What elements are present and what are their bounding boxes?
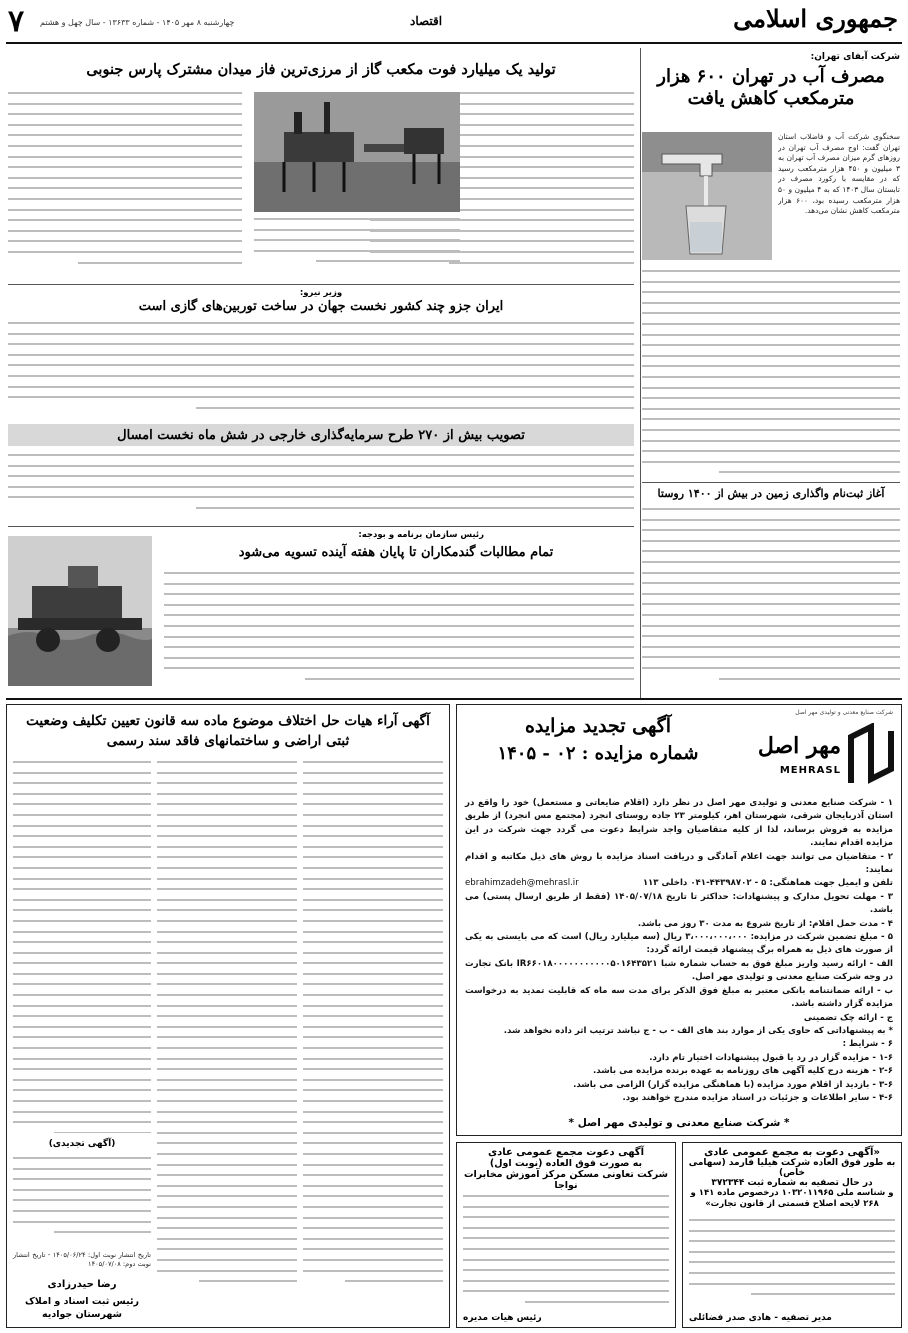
ad-meeting-right — [682, 1142, 902, 1328]
column-divider — [640, 48, 641, 698]
para-6-2: ۲-۶ - هزینه درج کلیه آگهی های روزنامه به عهده برنده مزایده می باشد. — [592, 1066, 893, 1077]
para-6-3: ۳-۶ - بازدید از اقلام مورد مزایده (با هماهنگی مزایده گزار) الزامی می باشد. — [573, 1079, 893, 1090]
para-5c: ج - ارائه چک تضمینی — [803, 1012, 893, 1023]
para-1: ۱ - شرکت صنایع معدنی و تولیدی مهر اصل در نظر دارد (اقلام ضایعاتی و مستعمل) خود را واقع در استان آذربایجان شرقی، شهرستان اهر، کیلومتر ۲۳ جاده روستای انجرد (مجتمع مس انجرد) از طریق مزایده به فروش برساند، لذا از کلیه متقاضیان واجد شرایط دعوت می گردد جهت شرکت در این مزایده اقدام نمایند. — [465, 798, 894, 849]
ad-issue-dates: تاریخ انتشار نوبت اول: ۱۴۰۵/۰۶/۲۴ - تاریخ انتشار نوبت دوم: ۱۴۰۵/۰۷/۰۸ — [13, 1251, 151, 1268]
para-5a: الف - ارائه رسید واریز مبلغ فوق به حساب شماره شبا IR۶۶۰۱۸۰۰۰۰۰۰۰۰۰۰۰۵۰۱۶۴۳۵۲۱ بانک تجارت در وجه شرکت صنایع معدنی و تولیدی مهر اصل. — [465, 958, 893, 983]
para-5: ۵ - مبلغ تضمین شرکت در مزایده: ۳،۰۰۰،۰۰۰،۰۰۰ ریال (سه میلیارد ریال) است که می بایستی به یکی از صورت های ذیل به همراه برگ پیشنهاد قیمت ارائه گردد: — [465, 932, 893, 956]
ad-meeting-left — [456, 1142, 676, 1328]
ad-signer: رئیس هیات مدیره — [463, 1313, 542, 1323]
para-6-1: ۱-۶ - مزایده گزار در رد یا قبول پیشنهادات اختیار تام دارد. — [649, 1052, 893, 1063]
ad-body-col-left-2 — [13, 1157, 151, 1245]
ad-national-id: و شناسه ملی ۱۰۳۲۰۱۱۹۶۵ درخصوص ماده ۱۴۱ و ۲۶۸ لایحه اصلاح قسمتی از قانون تجارت» — [690, 1188, 894, 1209]
ad-company: شرکت تعاونی مسکن مرکز آموزش مخابرات نواجا — [463, 1169, 669, 1191]
article-gas — [8, 48, 634, 278]
mehrasl-logo — [745, 719, 895, 793]
para-2: ۲ - متقاضیان می توانند جهت اعلام آمادگی و دریافت اسناد مزایده با روش های ذیل مکاتبه و اقدام نمایند: — [465, 851, 893, 876]
ad-body-col-right — [303, 761, 443, 1321]
contact-phone: تلفن و ایمیل جهت هماهنگی: ۵ - ۴۴۳۹۸۷۰۲-۰۴۱ داخلی ۱۱۳ — [642, 878, 893, 889]
ad-signer: مدیر تصفیه - هادی صدر فضائلی — [689, 1313, 832, 1323]
article-headline: مصرف آب در تهران ۶۰۰ هزار مترمکعب کاهش یافت — [657, 66, 885, 109]
ad-auction — [456, 704, 902, 1136]
article-headline: ایران جزو چند کشور نخست جهان در ساخت توربین‌های گازی است — [138, 299, 504, 314]
ad-title: آگهی تجدید مزایده — [524, 715, 672, 737]
article-wheat — [8, 530, 634, 692]
ad-body — [463, 1195, 669, 1305]
date-line: چهارشنبه ۸ مهر ۱۴۰۵ - شماره ۱۳۶۳۳ - سال چهل و هشتم — [40, 18, 235, 27]
logo-text-fa: مهر اصل — [757, 733, 841, 759]
ads-top-rule — [6, 698, 902, 700]
para-6-4: ۴-۶ - سایر اطلاعات و جزئیات در اسناد مزایده مندرج خواهند بود. — [622, 1092, 893, 1103]
ad-auction-body — [465, 797, 893, 1105]
ad-footer: * شرکت صنایع معدنی و تولیدی مهر اصل * — [568, 1117, 790, 1129]
ad-small-tag: شرکت صنایع معدنی و تولیدی مهر اصل — [795, 709, 893, 716]
article-kicker: رئیس سازمان برنامه و بودجه: — [358, 530, 484, 540]
article-body — [8, 454, 634, 520]
article-headline: آغاز ثبت‌نام واگذاری زمین در بیش از ۱۴۰۰ روستا — [657, 487, 885, 500]
ad-title: آگهی دعوت مجمع عمومی عادی — [487, 1147, 645, 1158]
article-turbine — [8, 288, 634, 418]
article-headline: تولید یک میلیارد فوت مکعب گاز از مرزی‌ترین فاز میدان مشترک پارس جنوبی — [86, 61, 556, 78]
article-lead: سخنگوی شرکت آب و فاضلاب استان تهران گفت: اوج مصرف آب تهران در روزهای گرم میزان مصرف آب تهران به ۳ میلیون و ۴۵۰ هزار مترمکعب رسید که در مقایسه با رکورد مصرف در تابستان سال ۱۴۰۳ که به ۴ میلیون و ۵۰ هزار مترمکعب رسیده بود، ۶۰۰ هزار مترمکعب کاهش نشان می‌دهد. — [778, 132, 900, 216]
mehrasl-logo-mark — [847, 723, 895, 789]
article-water — [642, 48, 900, 488]
divider — [8, 284, 634, 285]
article-headline: تمام مطالبات گندمکاران تا پایان هفته آینده تسویه می‌شود — [238, 545, 554, 560]
ad-body-col-middle — [157, 761, 297, 1321]
logo-text-en: MEHRASL — [779, 765, 841, 776]
article-body — [8, 322, 634, 416]
para-4: ۴ - مدت حمل اقلام: از تاریخ شروع به مدت ۳۰ روز می باشد. — [637, 918, 893, 929]
ad-headline: آگهی آراء هیات حل اختلاف موضوع ماده سه قانون تعیین تکلیف وضعیت ثبتی اراضی و ساختمانهای فاقد سند رسمی — [26, 713, 430, 749]
ad-body — [689, 1219, 895, 1307]
ad-title: «آگهی دعوت به مجمع عمومی عادی — [704, 1147, 880, 1158]
article-kicker: وزیر نیرو: — [299, 288, 343, 298]
offshore-platform-photo — [254, 92, 460, 212]
ad-signer-title: رئیس ثبت اسناد و املاک شهرستان جوادیه — [25, 1296, 139, 1320]
para-3: ۳ - مهلت تحویل مدارک و پیشنهادات: حداکثر تا تاریخ ۱۴۰۵/۰۷/۱۸ (فقط از طریق ارسال پستی) می باشد. — [465, 891, 893, 916]
banner-headline: تصویب بیش از ۲۷۰ طرح سرمایه‌گذاری خارجی در شش ماه نخست امسال — [8, 424, 634, 446]
ad-subtitle: به صورت فوق العاده (نوبت اول) — [489, 1158, 643, 1169]
para-6: ۶ - شرایط : — [842, 1039, 893, 1050]
ad-sub-notice: (آگهی تجدیدی) — [48, 1139, 116, 1149]
ad-body-col-left — [13, 761, 151, 1133]
newspaper-logo: جمهوری اسلامی — [733, 4, 898, 33]
divider — [642, 482, 900, 483]
ad-subtitle: به طور فوق العاده شرکت هیلیا فارمد (سهامی خاص) — [688, 1158, 896, 1178]
masthead-rule — [6, 42, 902, 44]
contact-line — [465, 877, 893, 890]
ad-registry — [6, 704, 450, 1328]
ad-registration: در حال تصفیه به شماره ثبت ۳۷۲۳۴۴ — [711, 1178, 873, 1188]
divider — [8, 526, 634, 527]
para-note: * به پیشنهاداتی که حاوی یکی از موارد بند های الف - ب - ج نباشد ترتیب اثر داده نخواهد شد. — [503, 1025, 893, 1036]
article-body — [164, 572, 634, 690]
ad-signer-name: رضا حیدرزادی — [47, 1279, 117, 1290]
section-title: اقتصاد — [410, 14, 443, 28]
contact-email[interactable]: ebrahimzadeh@mehrasl.ir — [465, 878, 579, 889]
article-land — [642, 486, 900, 694]
page-number: ۷ — [8, 4, 25, 39]
article-body — [642, 508, 900, 690]
article-body — [642, 270, 900, 482]
ad-number: شماره مزایده : ۰۲ - ۱۴۰۵ — [497, 743, 699, 764]
article-kicker: شرکت آبفای تهران: — [810, 52, 900, 62]
masthead — [0, 0, 908, 42]
para-5b: ب - ارائه ضمانتنامه بانکی معتبر به مبلغ فوق الذکر برای مدت سه ماه که قابلیت تمدید به درخواست مزایده گزار داشته باشد. — [465, 985, 893, 1010]
article-investment — [8, 424, 634, 522]
article-body-continued — [254, 218, 460, 278]
harvester-photo — [8, 536, 152, 686]
water-tap-photo — [642, 132, 772, 260]
article-body-continued — [8, 92, 242, 278]
